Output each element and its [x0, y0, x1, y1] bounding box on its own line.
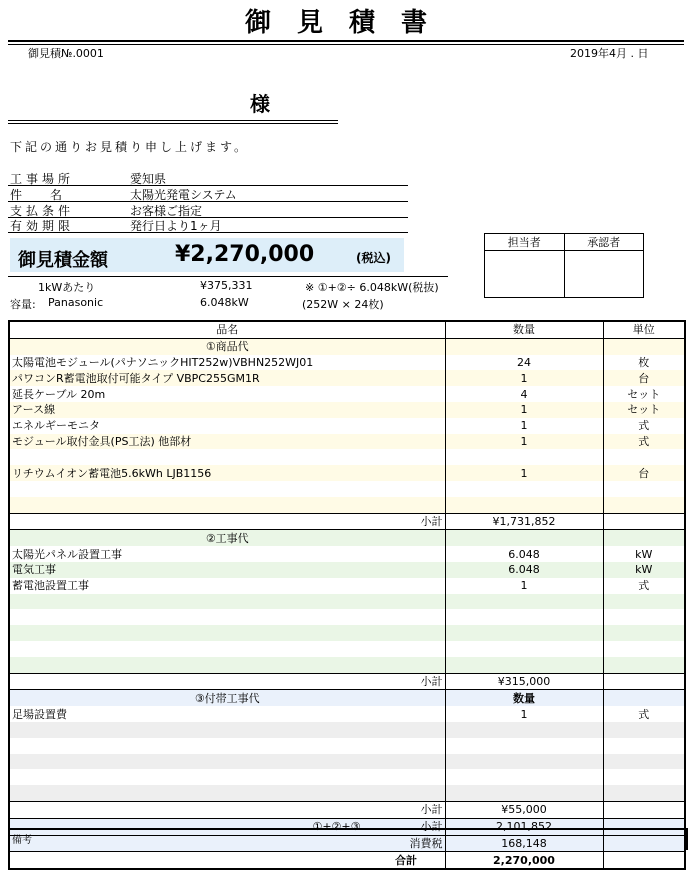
page-title: 御見積書	[244, 8, 453, 38]
info-label-payment: 支払条件	[10, 204, 75, 218]
header-unit: 単位	[603, 321, 685, 338]
info-value-subject: 太陽光発電システム	[130, 188, 237, 202]
table-row: 足場設置費 1 式	[9, 706, 685, 722]
subtotal-row	[9, 513, 685, 530]
section-1-title: ①商品代	[9, 338, 445, 354]
total-underline	[8, 276, 448, 277]
info-label-site: 工事場所	[10, 172, 75, 186]
sum-subtotal-value: 2,101,852	[445, 818, 603, 835]
sum-subtotal-label: 小計	[420, 820, 443, 834]
staff-stamp-approver	[564, 251, 644, 298]
info-value-payment: お客様ご指定	[130, 204, 203, 218]
per-kw-value: ¥375,331	[200, 279, 253, 292]
subtotal-2-label: 小計	[9, 673, 445, 690]
info-value-validity: 発行日より1ヶ月	[130, 219, 222, 233]
capacity-maker: Panasonic	[48, 296, 104, 309]
per-kw-note: ※ ①+②÷ 6.048kW(税抜)	[305, 281, 439, 294]
subtotal-row	[9, 801, 685, 818]
table-row	[9, 657, 685, 673]
sum-formula: ①+②+③	[312, 820, 361, 834]
table-row: モジュール取付金具(PS工法) 他部材 1 式	[9, 434, 685, 450]
subtotal-1-label: 小計	[9, 513, 445, 530]
estimate-number: 御見積№.0001	[28, 47, 104, 60]
section-row	[9, 690, 685, 706]
table-row: エネルギーモニタ 1 式	[9, 418, 685, 434]
memo-box	[8, 828, 688, 850]
panel-spec: (252W × 24枚)	[302, 298, 384, 311]
memo-label: 備考	[12, 835, 32, 846]
table-row: 蓄電池設置工事 1 式	[9, 578, 685, 594]
section-2-title: ②工事代	[9, 530, 445, 546]
per-kw-label: 1kWあたり	[38, 281, 96, 294]
table-row	[9, 641, 685, 657]
grand-total-row	[9, 852, 685, 869]
table-row: 延長ケーブル 20m 4 セット	[9, 386, 685, 402]
total-tax-note: (税込)	[356, 251, 391, 265]
table-row	[9, 449, 685, 465]
header-name: 品名	[9, 321, 445, 338]
info-line	[8, 232, 408, 233]
table-row: 太陽電池モジュール(パナソニックHIT252w)VBHN252WJ01 24 枚	[9, 355, 685, 371]
capacity-label: 容量:	[10, 298, 36, 311]
subtotal-3-value: ¥55,000	[445, 801, 603, 818]
table-row	[9, 497, 685, 513]
table-row	[9, 609, 685, 625]
info-label-subject: 件名	[10, 188, 91, 202]
table-row	[9, 594, 685, 610]
estimate-date: 2019年4月 . 日	[570, 47, 649, 60]
table-row: 電気工事 6.048 kW	[9, 562, 685, 578]
total-amount: ¥2,270,000	[175, 242, 315, 267]
customer-underline-2	[8, 123, 338, 124]
staff-header-person: 担当者	[485, 234, 565, 251]
subtotal-3-label: 小計	[9, 801, 445, 818]
table-row: 太陽光パネル設置工事 6.048 kW	[9, 546, 685, 562]
table-header-row	[9, 321, 685, 338]
section-3-title: ③付帯工事代	[9, 690, 445, 706]
tax-label: 消費税	[9, 835, 445, 852]
customer-suffix: 様	[250, 92, 270, 116]
grand-total-value: 2,270,000	[445, 852, 603, 869]
info-label-validity: 有効期限	[10, 219, 75, 233]
intro-text: 下記の通りお見積り申し上げます。	[10, 140, 250, 154]
table-row	[9, 722, 685, 738]
estimate-table	[8, 320, 686, 870]
table-row	[9, 785, 685, 801]
section-row	[9, 530, 685, 546]
table-row: リチウムイオン蓄電池5.6kWh LJB1156 1 台	[9, 465, 685, 481]
staff-stamp-table	[484, 233, 644, 298]
capacity-kw: 6.048kW	[200, 296, 249, 309]
table-row	[9, 625, 685, 641]
header-qty: 数量	[445, 321, 603, 338]
section-3-qty-header: 数量	[445, 690, 603, 706]
grand-total-label: 合計	[9, 852, 445, 869]
subtotal-row	[9, 673, 685, 690]
customer-underline	[8, 120, 338, 121]
table-row: パワコンR蓄電池取付可能タイプ VBPC255GM1R 1 台	[9, 370, 685, 386]
subtotal-2-value: ¥315,000	[445, 673, 603, 690]
staff-stamp-person	[485, 251, 565, 298]
table-row	[9, 738, 685, 754]
section-row	[9, 338, 685, 354]
total-label: 御見積金額	[18, 250, 108, 271]
table-row	[9, 754, 685, 770]
info-value-site: 愛知県	[130, 172, 167, 186]
staff-header-approver: 承認者	[564, 234, 644, 251]
subtotal-1-value: ¥1,731,852	[445, 513, 603, 530]
table-row: アース線 1 セット	[9, 402, 685, 418]
tax-value: 168,148	[445, 835, 603, 852]
table-row	[9, 481, 685, 497]
table-row	[9, 769, 685, 785]
